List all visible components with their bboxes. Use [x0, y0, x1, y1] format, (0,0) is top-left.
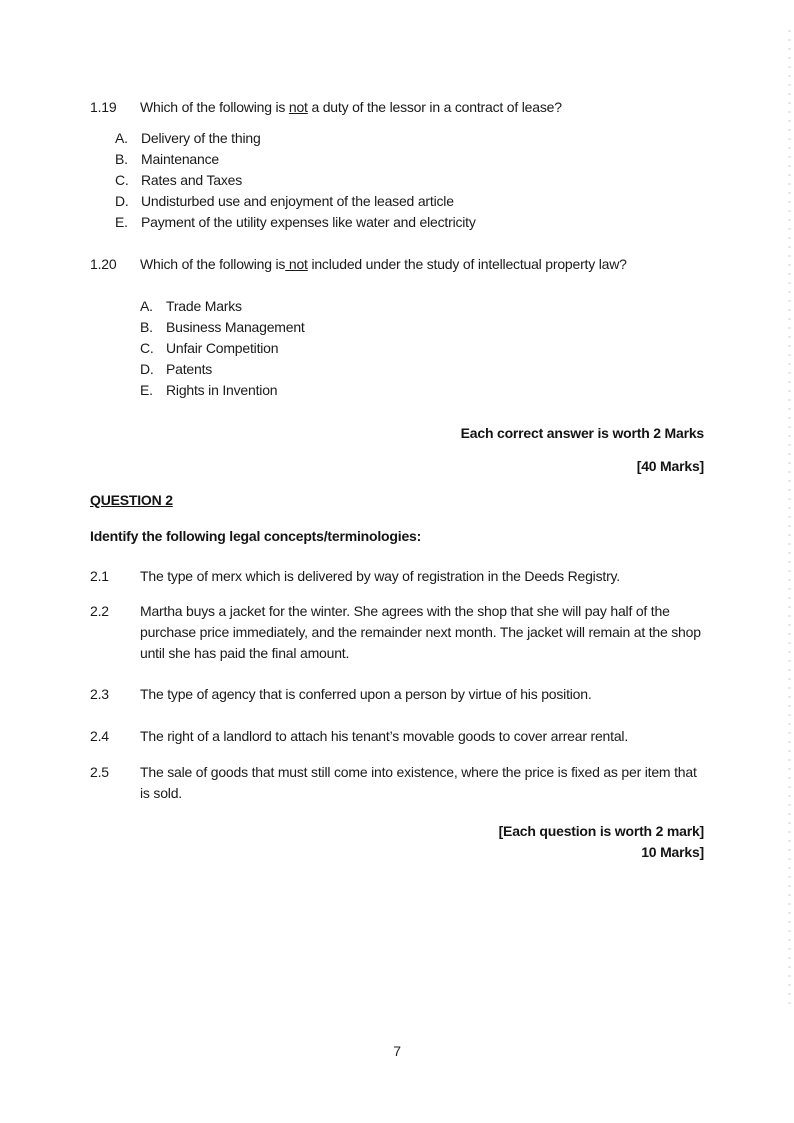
page-number: 7 — [393, 1043, 401, 1059]
question-text: The right of a landlord to attach his tenant’s movable goods to cover arrear rental. — [140, 728, 629, 744]
option-row — [140, 317, 704, 338]
option-row — [115, 191, 704, 212]
question-number: 2.1 — [90, 568, 109, 584]
option-text: Trade Marks — [166, 298, 242, 314]
section-heading: QUESTION 2 — [90, 492, 173, 508]
question-2-3 — [90, 684, 704, 705]
question-text: The sale of goods that must still come into existence, where the price is fixed as per item that is sold. — [140, 764, 697, 801]
question-text: Martha buys a jacket for the winter. She agrees with the shop that she will pay half of the purchase price immediately, and the remainder next month. The jacket will remain at the shop until she has paid the final amount. — [140, 603, 701, 661]
option-text: Delivery of the thing — [141, 130, 261, 146]
underlined-word: not — [288, 99, 308, 115]
option-text: Rights in Invention — [166, 382, 278, 398]
question-number: 2.4 — [90, 728, 109, 744]
option-row — [115, 128, 704, 149]
page-content — [90, 0, 704, 863]
option-letter: A. — [115, 130, 128, 146]
option-letter: E. — [115, 214, 128, 230]
option-text: Patents — [166, 361, 213, 377]
question-2-1 — [90, 566, 704, 587]
question-text: Which of the following is not included under the study of intellectual property law? — [140, 256, 627, 272]
option-row — [140, 338, 704, 359]
option-letter: B. — [115, 151, 128, 167]
options-list-1-19 — [115, 128, 704, 233]
question-number: 2.3 — [90, 686, 109, 702]
question-2-2 — [90, 601, 704, 664]
question-number: 2.5 — [90, 764, 109, 780]
options-list-1-20 — [140, 296, 704, 401]
option-letter: C. — [115, 172, 129, 188]
option-letter: D. — [140, 361, 154, 377]
question-1-20 — [90, 254, 704, 275]
underlined-word: not — [285, 256, 308, 272]
question-text: Which of the following is not a duty of the lessor in a contract of lease? — [140, 99, 562, 115]
option-text: Rates and Taxes — [141, 172, 243, 188]
question-number: 2.2 — [90, 603, 109, 619]
marks-total: [40 Marks] — [636, 458, 704, 474]
option-letter: A. — [140, 298, 153, 314]
question-1-19 — [90, 97, 704, 118]
question-number: 1.19 — [90, 99, 117, 115]
option-row — [140, 296, 704, 317]
option-text: Business Management — [166, 319, 305, 335]
option-letter: D. — [115, 193, 129, 209]
question-2-4 — [90, 726, 704, 747]
option-letter: E. — [140, 382, 153, 398]
scan-noise-artifact — [788, 30, 791, 1010]
section-intro: Identify the following legal concepts/terminologies: — [90, 528, 422, 544]
question-text: The type of agency that is conferred upon a person by virtue of his position. — [140, 686, 592, 702]
option-text: Maintenance — [141, 151, 219, 167]
marks-note: Each correct answer is worth 2 Marks — [460, 425, 704, 441]
option-letter: B. — [140, 319, 153, 335]
option-row — [140, 380, 704, 401]
question-text: The type of merx which is delivered by way of registration in the Deeds Registry. — [140, 568, 620, 584]
option-row — [140, 359, 704, 380]
option-row — [115, 212, 704, 233]
option-row — [115, 149, 704, 170]
question-number: 1.20 — [90, 256, 117, 272]
option-row — [115, 170, 704, 191]
option-text: Undisturbed use and enjoyment of the leased article — [141, 193, 454, 209]
question-2-5 — [90, 762, 704, 804]
marks-note: [Each question is worth 2 mark] — [498, 823, 704, 839]
marks-total: 10 Marks] — [641, 844, 704, 860]
option-text: Payment of the utility expenses like water and electricity — [141, 214, 476, 230]
option-letter: C. — [140, 340, 154, 356]
option-text: Unfair Competition — [166, 340, 279, 356]
